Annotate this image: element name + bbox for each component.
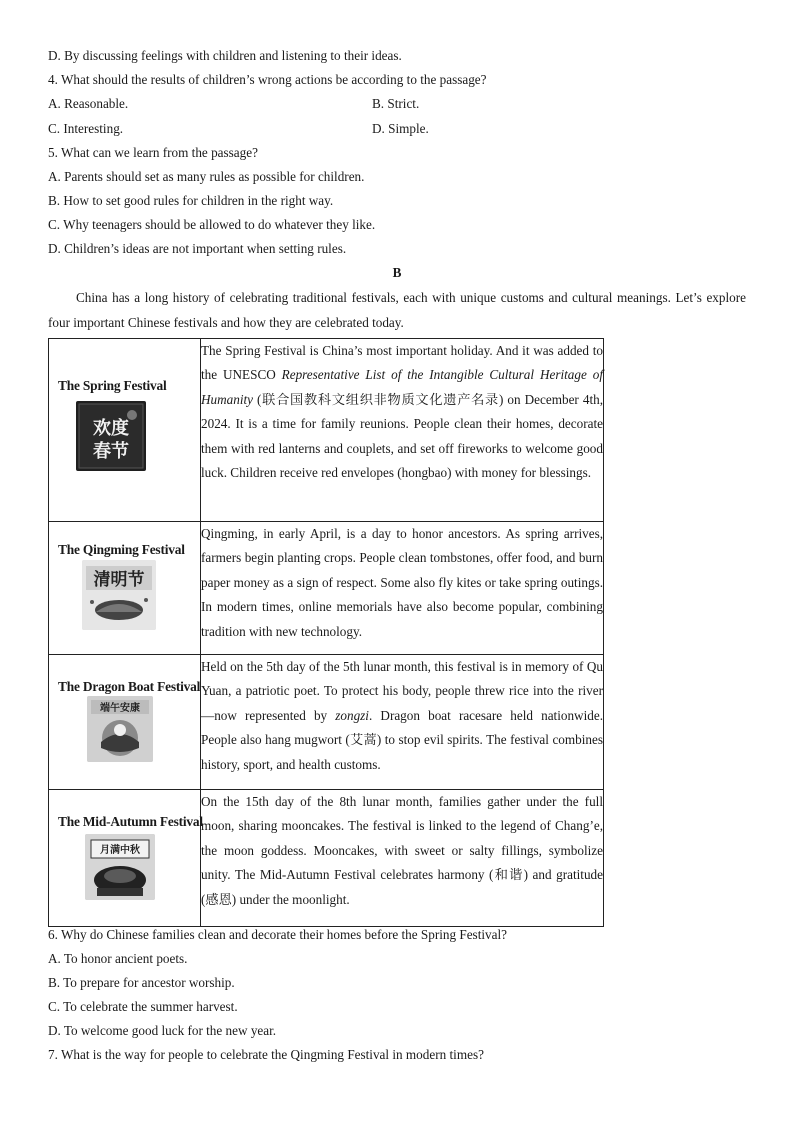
festival-name-cell [49,655,201,790]
desc-italic-text: Representative List of the Intangible Cultural Heritage of Humanity [201,367,603,407]
q6-stem: 6. Why do Chinese families clean and decorate their homes before the Spring Festival? [48,927,507,942]
q4-option-c: C. Interesting. [48,121,124,136]
qingming-festival-picture [82,560,156,630]
festival-name-cell [49,522,201,655]
festival-table [48,338,604,927]
section-label: B [392,265,402,280]
svg-text:清明节: 清明节 [93,570,145,590]
svg-text:月满中秋: 月满中秋 [100,845,140,856]
q7-stem: 7. What is the way for people to celebrate the Qingming Festival in modern times? [48,1047,484,1062]
q6-option-a: A. To honor ancient poets. [48,951,188,966]
qingming-festival-image [82,560,156,630]
q4-stem: 4. What should the results of children’s wrong actions be according to the passage? [48,72,487,87]
q5-option-d: D. Children’s ideas are not important when setting rules. [48,241,347,256]
festival-name-cell [49,339,201,522]
q6-option-b: B. To prepare for ancestor worship. [48,975,235,990]
festival-name: The Mid-Autumn Festival [58,814,203,829]
mid-autumn-festival-image [85,834,155,900]
q5-stem: 5. What can we learn from the passage? [48,145,258,160]
mid-autumn-festival-picture [85,834,155,900]
desc-text: Held on the 5th day of the 5th lunar month, this festival is in memory of Qu Yuan, a patriotic poet. To protect his body, people threw rice into the river—now represented by [201,659,603,723]
festival-row-dragon-boat [49,655,604,790]
q6-option-d: D. To welcome good luck for the new year. [48,1023,277,1038]
festival-row-mid-autumn [49,790,604,927]
festival-description [201,790,604,927]
desc-italic-text: zongzi [335,707,369,723]
festival-name: The Spring Festival [58,378,167,393]
festival-name: The Qingming Festival [58,542,185,557]
desc-text: (联合国教科文组织非物质文化遗产名录) on December 4th, 2024. It is a time for family reunions. People clean their homes, decorate them with red lanterns and couplets, and set off fireworks to welcome good luck. Children receive red envelopes (hongbao) with money for blessings. [201,391,603,481]
festival-name: The Dragon Boat Festival [58,679,201,694]
festival-name-cell [49,790,201,927]
desc-text: . Dragon boat racesare held nationwide. People also hang mugwort (艾蒿) to stop evil spirits. The festival combines history, sport, and health customs. [201,707,603,772]
q5-option-c: C. Why teenagers should be allowed to do whatever they like. [48,217,376,232]
intro-paragraph: China has a long history of celebrating traditional festivals, each with unique customs and cultural meanings. Let’s explore four important Chinese festivals and how they are celebrated today. [48,290,746,330]
festival-description [201,522,604,655]
desc-text: The Spring Festival is China’s most important holiday. And it was added to the UNESCO [201,343,603,383]
spring-festival-image [76,401,146,471]
q5-option-a: A. Parents should set as many rules as possible for children. [48,169,365,184]
festival-row-qingming [49,522,604,655]
festival-description [201,339,604,522]
dragon-boat-festival-image [87,696,153,762]
q4-option-d: D. Simple. [372,121,429,136]
spring-festival-picture [76,401,146,471]
q3-option-d: D. By discussing feelings with children and listening to their ideas. [48,48,402,63]
q5-option-b: B. How to set good rules for children in the right way. [48,193,334,208]
q4-option-a: A. Reasonable. [48,96,129,111]
svg-text:端午安康: 端午安康 [100,703,140,714]
q6-option-c: C. To celebrate the summer harvest. [48,999,238,1014]
desc-text: On the 15th day of the 8th lunar month, families gather under the full moon, sharing mooncakes. The festival is linked to the legend of Chang’e, the moon goddess. Mooncakes, with sweet or salty fillings, symbolize unity. The Mid-Autumn Festival celebrates harmony (和谐) and gratitude (感恩) under the moonlight. [201,794,603,907]
svg-text:春节: 春节 [93,441,129,462]
q4-option-b: B. Strict. [372,96,420,111]
desc-text: Qingming, in early April, is a day to honor ancestors. As spring arrives, farmers begin planting crops. People clean tombstones, offer food, and burn paper money as a sign of respect. Some also fly kites or take spring outings. In modern times, online memorials have also become popular, combining tradition with new technology. [201,526,603,639]
festival-description [201,655,604,790]
festival-row-spring [49,339,604,522]
dragon-boat-festival-picture [87,696,153,762]
svg-text:欢度: 欢度 [93,418,129,439]
